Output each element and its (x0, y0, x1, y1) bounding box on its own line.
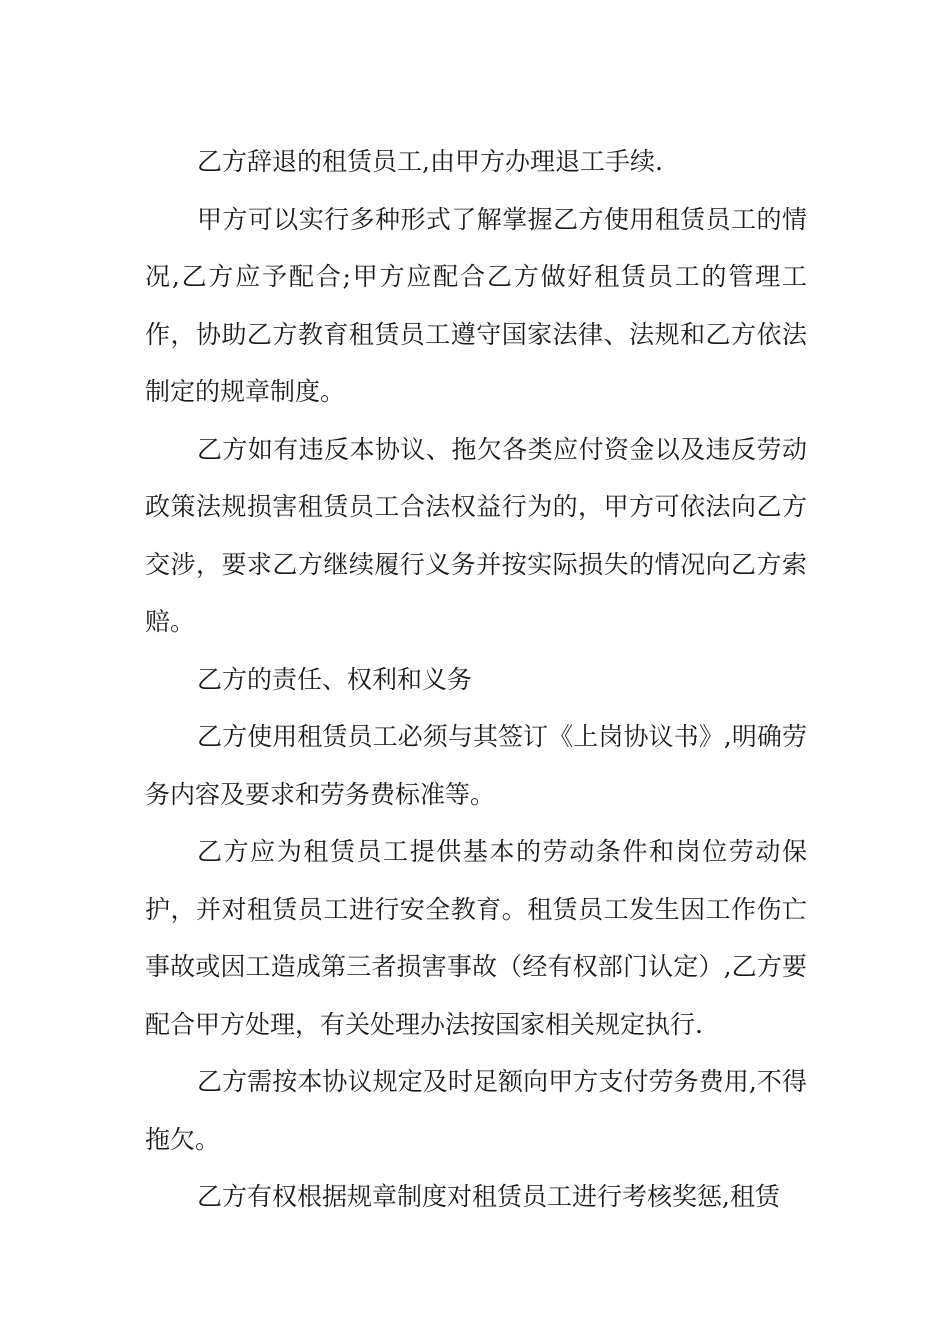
paragraph-party-a-cooperation: 甲方可以实行多种形式了解掌握乙方使用租赁员工的情况,乙方应予配合;甲方应配合乙方做好租赁员工的管理工作，协助乙方教育租赁员工遵守国家法律、法规和乙方依法制定的规章制度。 (145, 204, 807, 406)
paragraph-payment-obligation: 乙方需按本协议规定及时足额向甲方支付劳务费用,不得拖欠。 (145, 1067, 807, 1154)
document-body (145, 133, 807, 1226)
paragraph-breach-claims: 乙方如有违反本协议、拖欠各类应付资金以及违反劳动政策法规损害租赁员工合法权益行为的，甲方可依法向乙方交涉，要求乙方继续履行义务并按实际损失的情况向乙方索赔。 (145, 434, 807, 636)
section-heading-party-b-duties: 乙方的责任、权利和义务 (197, 664, 473, 694)
paragraph-assessment-rights: 乙方有权根据规章制度对租赁员工进行考核奖惩,租赁 (197, 1182, 780, 1211)
paragraph-labor-protection: 乙方应为租赁员工提供基本的劳动条件和岗位劳动保护，并对租赁员工进行安全教育。租赁员工发生因工作伤亡事故或因工造成第三者损害事故（经有权部门认定）,乙方要配合甲方处理，有关处理办法按国家相关规定执行. (145, 837, 807, 1039)
paragraph-job-agreement: 乙方使用租赁员工必须与其签订《上岗协议书》,明确劳务内容及要求和劳务费标准等。 (145, 722, 807, 809)
paragraph-dismissal-procedure: 乙方辞退的租赁员工,由甲方办理退工手续. (197, 147, 663, 176)
